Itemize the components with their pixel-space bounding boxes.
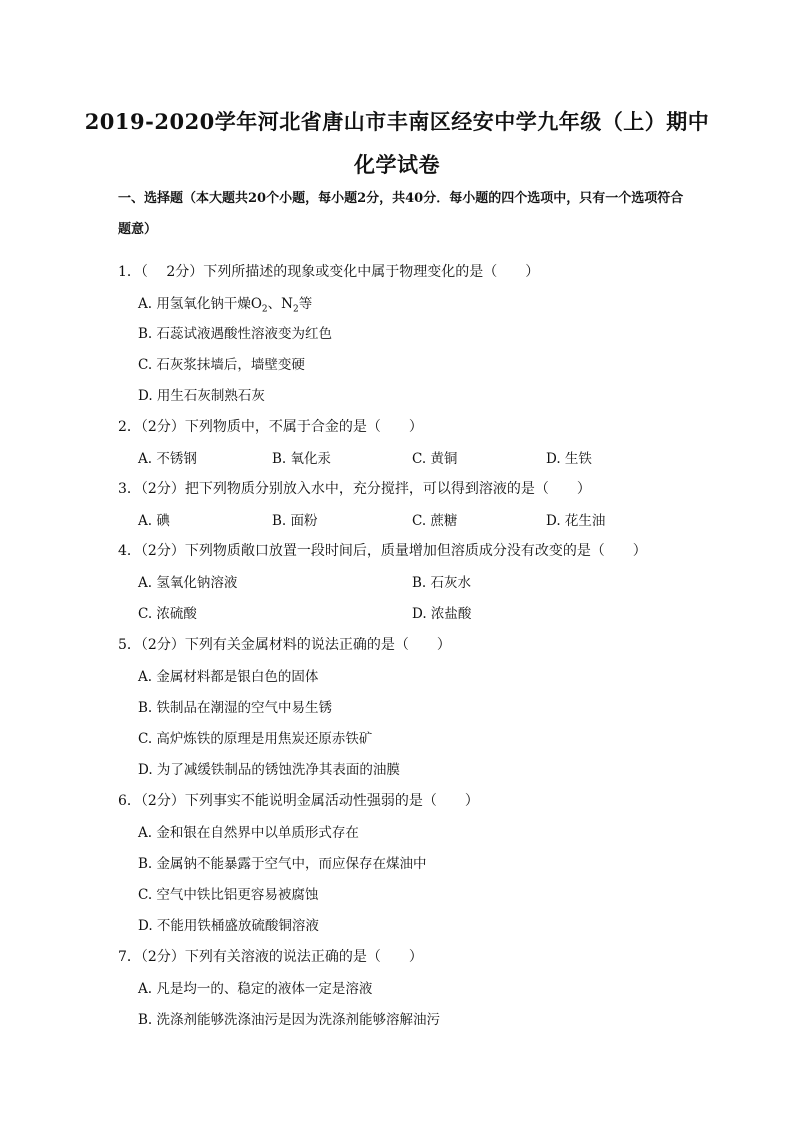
question-5-stem: 5．（2分）下列有关金属材料的说法正确的是（ ）: [118, 637, 451, 653]
question-6-option-d: D. 不能用铁桶盛放硫酸铜溶液: [138, 918, 319, 934]
question-5-option-b: B. 铁制品在潮湿的空气中易生锈: [138, 700, 333, 716]
question-3-option-c: C. 蔗糖: [412, 513, 458, 529]
question-7-stem: 7．（2分）下列有关溶液的说法正确的是（ ）: [118, 949, 423, 965]
question-4-option-c: C. 浓硫酸: [138, 606, 197, 622]
question-1-option-c: C. 石灰浆抹墙后，墙壁变硬: [138, 357, 305, 373]
question-6-option-a: A. 金和银在自然界中以单质形式存在: [138, 825, 359, 841]
question-2-option-c: C. 黄铜: [412, 451, 458, 467]
exam-title-line2: 化学试卷: [354, 152, 440, 177]
question-6-option-c: C. 空气中铁比铝更容易被腐蚀: [138, 887, 319, 903]
question-3-option-b: B. 面粉: [272, 513, 318, 529]
exam-title-line1: 2019-2020学年河北省唐山市丰南区经安中学九年级（上）期中: [84, 109, 710, 134]
question-2-option-a: A. 不锈钢: [138, 451, 197, 467]
question-5-option-a: A. 金属材料都是银白色的固体: [138, 669, 319, 685]
question-4-option-d: D. 浓盐酸: [412, 606, 472, 622]
question-1-option-b: B. 石蕊试液遇酸性溶液变为红色: [138, 326, 333, 342]
question-2-option-b: B. 氧化汞: [272, 451, 332, 467]
question-2-option-d: D. 生铁: [546, 451, 592, 467]
question-2-stem: 2．（2分）下列物质中，不属于合金的是（ ）: [118, 419, 423, 435]
question-5-option-d: D. 为了减缓铁制品的锈蚀洗净其表面的油膜: [138, 762, 400, 778]
question-1-option-a: A. 用氢氧化钠干燥$O_2$、$N_2$等: [138, 296, 313, 315]
question-3-option-d: D. 花生油: [546, 513, 606, 529]
question-4-option-a: A. 氢氧化钠溶液: [138, 575, 238, 591]
question-6-option-b: B. 金属钠不能暴露于空气中，而应保存在煤油中: [138, 856, 427, 872]
question-4-stem: 4．（2分）下列物质敞口放置一段时间后，质量增加但溶质成分没有改变的是（ ）: [118, 543, 647, 559]
question-5-option-c: C. 高炉炼铁的原理是用焦炭还原赤铁矿: [138, 731, 373, 747]
question-3-stem: 3．（2分）把下列物质分别放入水中，充分搅拌，可以得到溶液的是（ ）: [118, 481, 591, 497]
question-1-stem: 1．（ 2分）下列所描述的现象或变化中属于物理变化的是（ ）: [118, 264, 540, 280]
question-6-stem: 6．（2分）下列事实不能说明金属活动性强弱的是（ ）: [118, 793, 479, 809]
question-3-option-a: A. 碘: [138, 513, 170, 529]
question-4-option-b: B. 石灰水: [412, 575, 472, 591]
question-7-option-b: B. 洗涤剂能够洗涤油污是因为洗涤剂能够溶解油污: [138, 1012, 441, 1028]
question-7-option-a: A. 凡是均一的、稳定的液体一定是溶液: [138, 981, 373, 997]
section-heading: 一、选择题（本大题共20个小题，每小题2分，共40分．每小题的四个选项中，只有一个选项符合题意）: [118, 191, 684, 237]
question-1-option-d: D. 用生石灰制熟石灰: [138, 388, 265, 404]
